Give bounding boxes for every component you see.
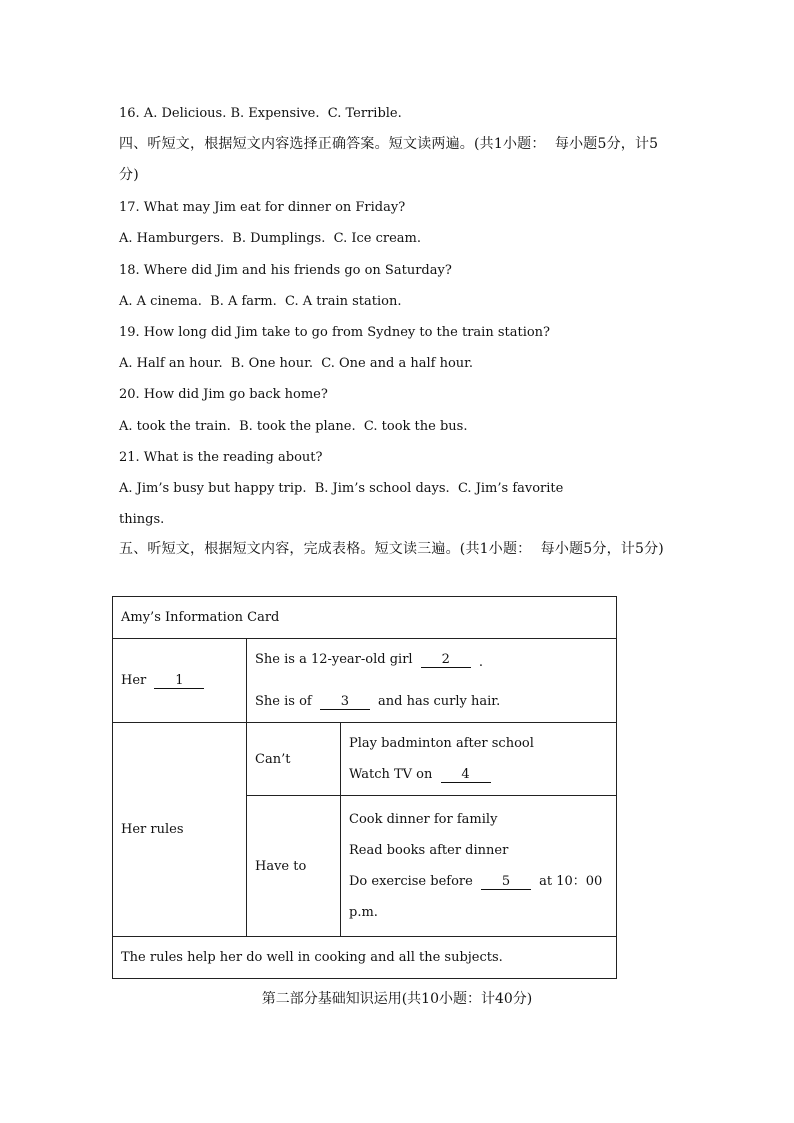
- question-19: 19. How long did Jim take to go from Sydney to the train station?: [119, 325, 551, 340]
- question-16: 16. A. Delicious. B. Expensive. C. Terrible.: [119, 106, 402, 121]
- card-title: Amy’s Information Card: [113, 597, 617, 639]
- question-18-options: A. A cinema. B. A farm. C. A train station.: [119, 294, 402, 309]
- cant-label: Can’t: [255, 751, 291, 767]
- section4-instruction: 四、听短文，根据短文内容选择正确答案。短文读两遍。(共1小题： 每小题5分，计5: [119, 136, 659, 152]
- question-17-options: A. Hamburgers. B. Dumplings. C. Ice cream.: [119, 231, 422, 246]
- cant-item-badminton: Play badminton after school: [349, 735, 534, 751]
- blank-5[interactable]: 5: [481, 874, 531, 890]
- question-21-options-cont: things.: [119, 512, 165, 527]
- section5-instruction: 五、听短文，根据短文内容，完成表格。短文读三遍。(共1小题： 每小题5分，计5分): [119, 541, 664, 557]
- hair-text: and has curly hair.: [378, 693, 501, 709]
- question-17: 17. What may Jim eat for dinner on Friday?: [119, 200, 406, 215]
- card-summary: The rules help her do well in cooking and all the subjects.: [113, 937, 617, 979]
- blank-4[interactable]: 4: [441, 767, 491, 783]
- blank-1[interactable]: 1: [154, 673, 204, 689]
- cant-items-cell: [341, 723, 617, 796]
- blank-2[interactable]: 2: [421, 652, 471, 668]
- exercise-time: at 10：00: [539, 873, 603, 889]
- question-20-options: A. took the train. B. took the plane. C. took the bus.: [119, 419, 468, 434]
- have-to-items-cell: [341, 796, 617, 937]
- have-to-label-cell: [247, 796, 341, 937]
- cant-item-tv: Watch TV on: [349, 766, 433, 782]
- question-21: 21. What is the reading about?: [119, 450, 323, 465]
- age-period: .: [478, 654, 483, 670]
- question-20: 20. How did Jim go back home?: [119, 387, 328, 402]
- have-to-item-read: Read books after dinner: [349, 842, 509, 858]
- rules-label-cell: [113, 723, 247, 937]
- part-two-heading: 第二部分基础知识运用(共10小题：计40分): [261, 991, 533, 1007]
- height-text: She is of: [255, 693, 312, 709]
- blank-3[interactable]: 3: [320, 694, 370, 710]
- her-label-cell: [113, 639, 247, 723]
- exercise-time-cont: p.m.: [349, 904, 378, 920]
- question-19-options: A. Half an hour. B. One hour. C. One and a half hour.: [119, 356, 474, 371]
- rules-label: Her rules: [121, 822, 184, 837]
- her-label: Her: [121, 672, 147, 688]
- information-card-table: [112, 596, 617, 979]
- age-text: She is a 12-year-old girl: [255, 651, 413, 667]
- have-to-item-cook: Cook dinner for family: [349, 811, 498, 827]
- section4-instruction-cont: 分): [119, 167, 139, 183]
- description-cell: [247, 639, 617, 723]
- cant-label-cell: [247, 723, 341, 796]
- question-18: 18. Where did Jim and his friends go on Saturday?: [119, 263, 452, 278]
- question-21-options: A. Jim’s busy but happy trip. B. Jim’s school days. C. Jim’s favorite: [119, 481, 564, 496]
- have-to-label: Have to: [255, 858, 307, 874]
- have-to-item-exercise: Do exercise before: [349, 873, 473, 889]
